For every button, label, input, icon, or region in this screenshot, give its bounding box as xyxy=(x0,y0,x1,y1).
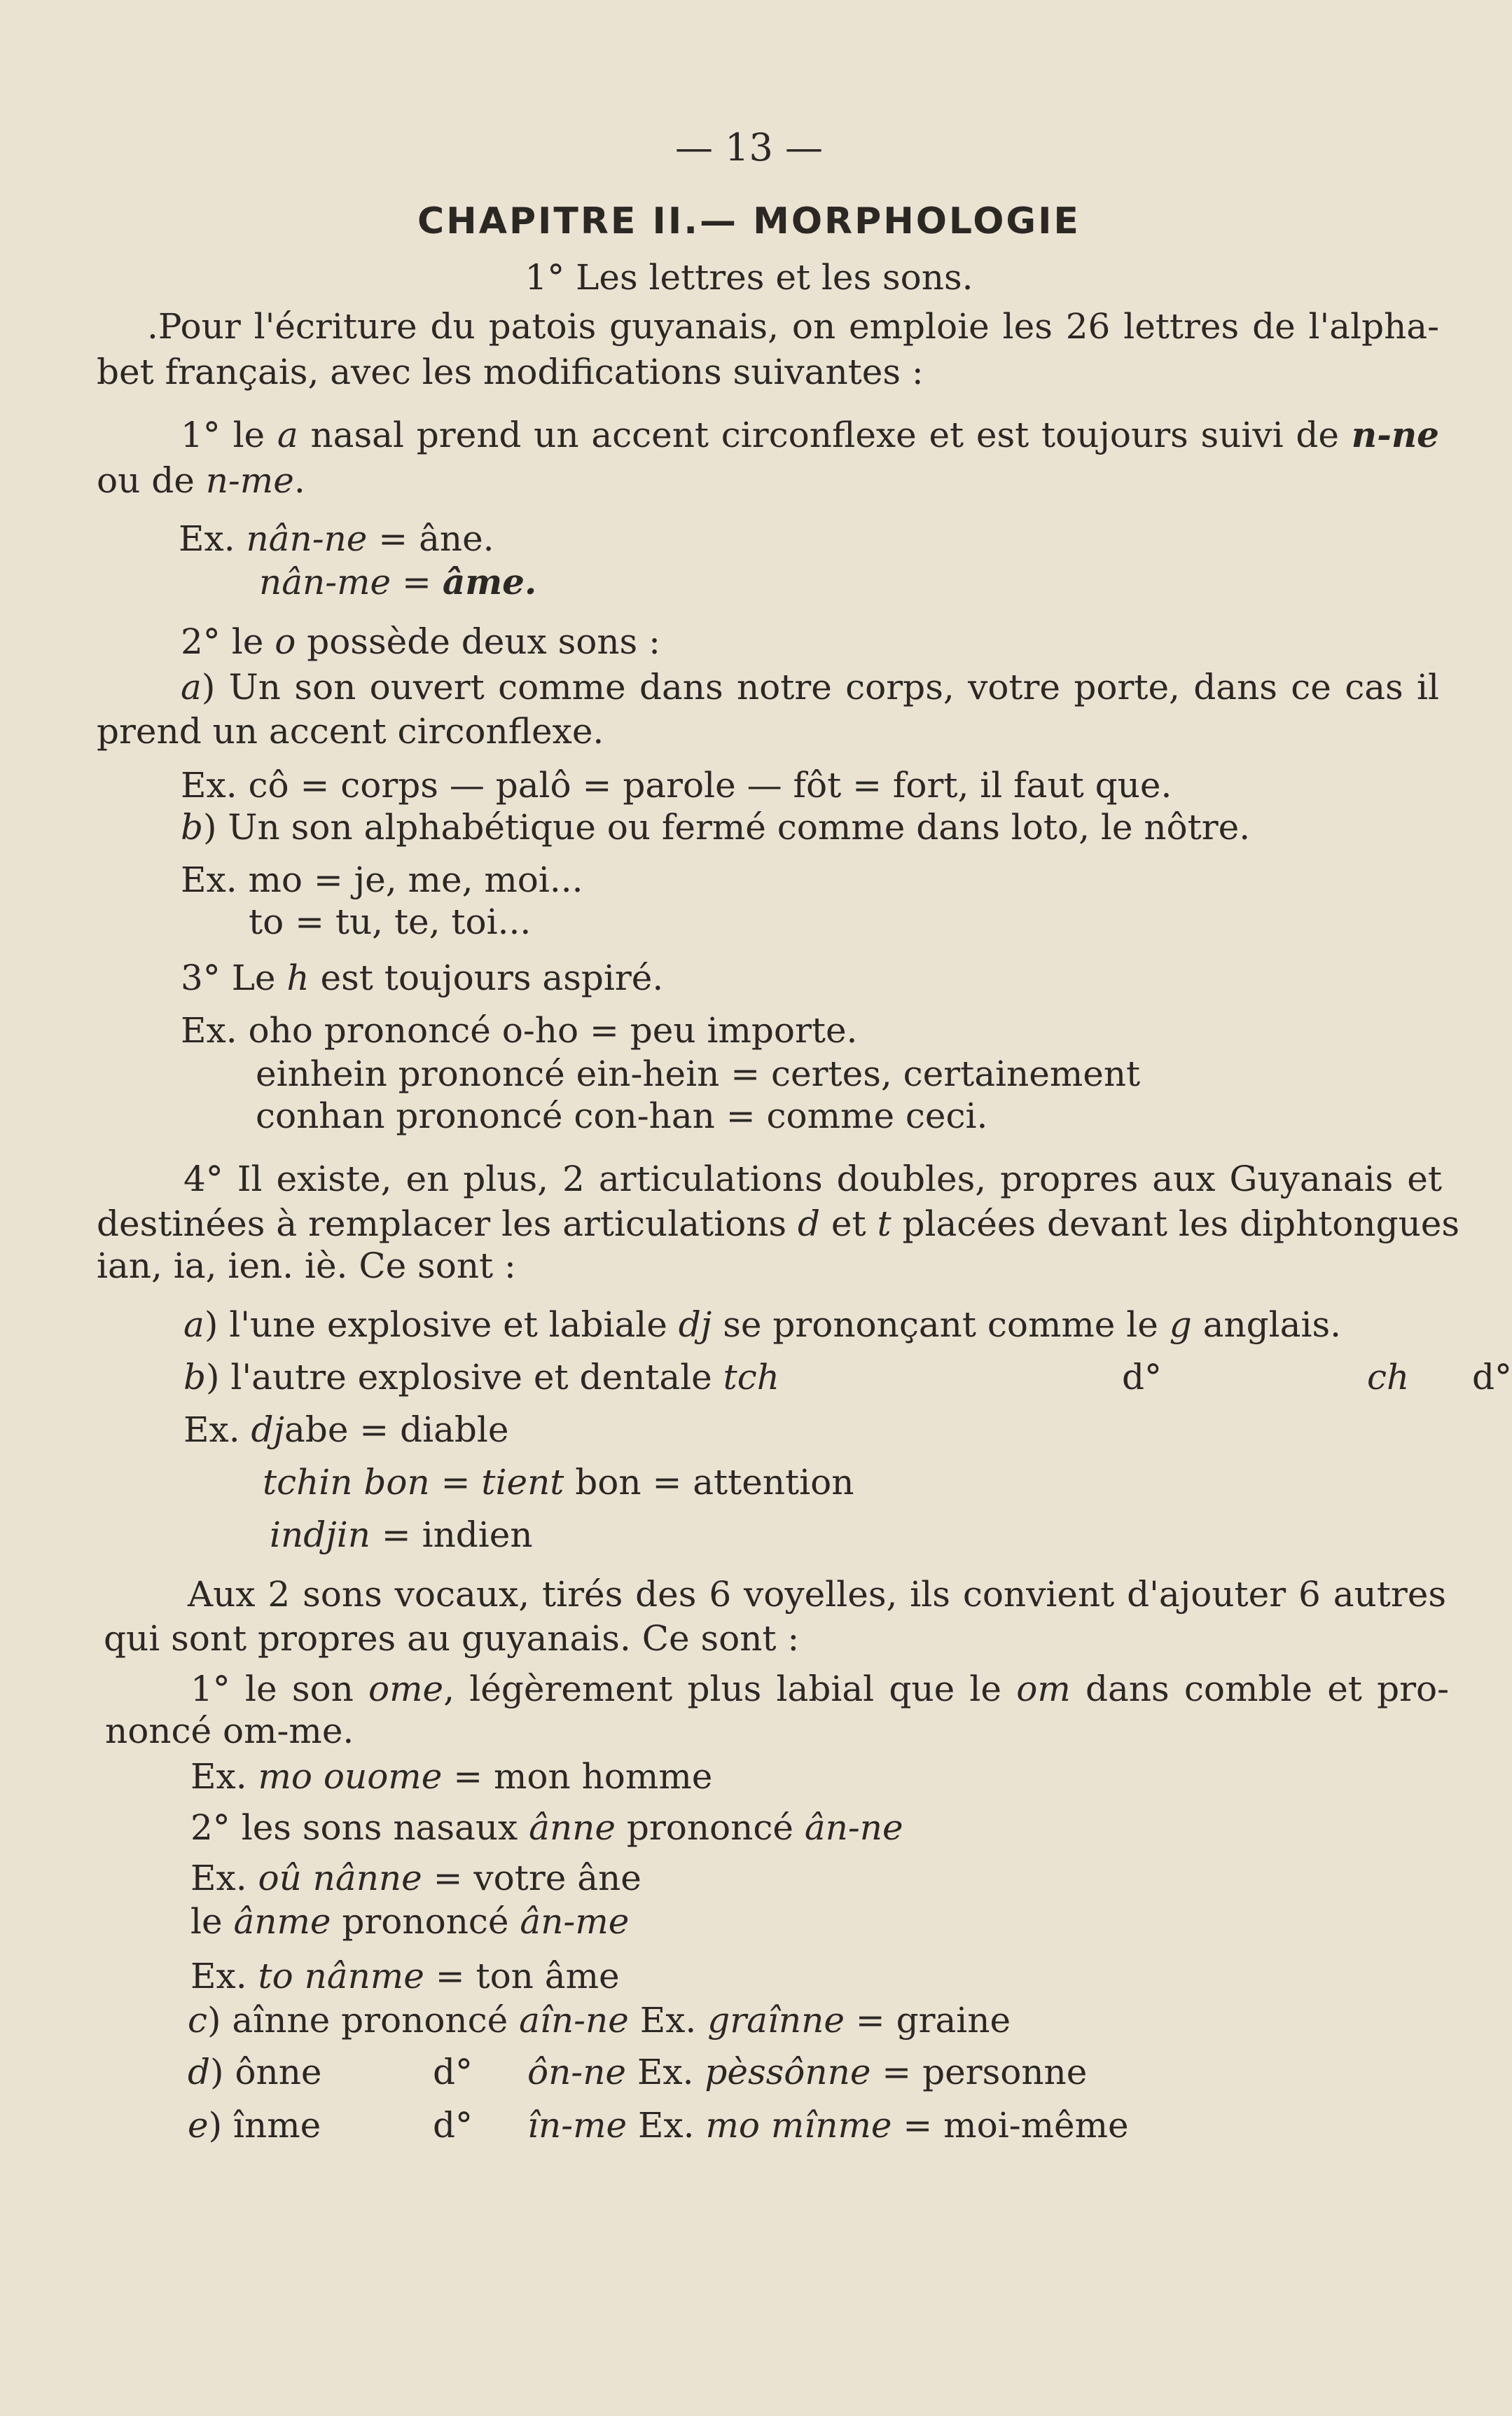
paragraph-line: .Pour l'écriture du patois guyanais, on emploie les 26 lettres de l'alpha- xyxy=(147,306,1439,347)
example-line: Ex. oho prononcé o-ho = peu importe. xyxy=(181,1010,858,1051)
sound-2-line-3: le ânme prononcé ân-me xyxy=(190,1901,630,1942)
example-line: indjin = indien xyxy=(270,1514,533,1555)
rule-4-line-2: destinées à remplacer les articulations d et t placées devant les diphtongues xyxy=(97,1203,1460,1244)
example-line: conhan prononcé con-han = comme ceci. xyxy=(256,1096,988,1136)
page-number: — 13 — xyxy=(674,125,824,170)
chapter-title: CHAPITRE II.— MORPHOLOGIE xyxy=(417,200,1081,242)
rule-4-line: 4° Il existe, en plus, 2 articulations doubles, propres aux Guyanais et xyxy=(183,1159,1442,1199)
paragraph-line: Aux 2 sons vocaux, tirés des 6 voyelles, ils convient d'ajouter 6 autres xyxy=(188,1574,1446,1615)
rule-1-line: 1° le a nasal prend un accent circonflexe et est toujours suivi de n-ne xyxy=(181,414,1439,455)
example-line: Ex. nân-ne = âne. xyxy=(179,518,494,559)
example-line: tchin bon = tient bon = attention xyxy=(263,1462,854,1503)
example-line: nân-me = âme. xyxy=(259,561,537,602)
example-line: einhein prononcé ein-hein = certes, certainement xyxy=(256,1054,1141,1094)
example-line: Ex. cô = corps — palô = parole — fôt = fort, il faut que. xyxy=(181,765,1172,806)
example-line: Ex. oû nânne = votre âne xyxy=(190,1858,641,1898)
paragraph-line: bet français, avec les modifications suivantes : xyxy=(97,352,924,392)
paragraph-line: qui sont propres au guyanais. Ce sont : xyxy=(104,1618,800,1659)
sound-2-line: 2° les sons nasaux ânne prononcé ân-ne xyxy=(190,1807,903,1848)
sound-1-line-2: noncé om-me. xyxy=(105,1711,354,1751)
rule-4b-line: b) l'autre explosive et dentale tch d° ch d° xyxy=(183,1357,1512,1397)
rule-2a-line-2: prend un accent circonflexe. xyxy=(97,711,604,752)
example-line: to = tu, te, toi... xyxy=(249,902,532,942)
sound-1-line: 1° le son ome, légèrement plus labial que le om dans comble et pro- xyxy=(190,1669,1450,1709)
rule-1-line-2: ou de n-me. xyxy=(97,460,305,501)
example-line: Ex. mo ouome = mon homme xyxy=(190,1756,713,1797)
rule-3-line: 3° Le h est toujours aspiré. xyxy=(181,958,664,998)
sound-d-line: d) ônne d° ôn-ne Ex. pèssônne = personne xyxy=(188,2052,1088,2092)
rule-2a-line: a) Un son ouvert comme dans notre corps, votre porte, dans ce cas il xyxy=(181,667,1439,707)
rule-2b-line: b) Un son alphabétique ou fermé comme dans loto, le nôtre. xyxy=(181,807,1251,848)
example-line: Ex. djabe = diable xyxy=(183,1409,509,1450)
rule-4a-line: a) l'une explosive et labiale dj se prononçant comme le g anglais. xyxy=(183,1304,1342,1345)
sound-e-line: e) înme d° în-me Ex. mo mînme = moi-même xyxy=(188,2105,1129,2146)
example-line: Ex. to nânme = ton âme xyxy=(190,1956,620,1996)
example-line: Ex. mo = je, me, moi... xyxy=(181,860,583,900)
section-title: 1° Les lettres et les sons. xyxy=(525,257,973,298)
rule-2-line: 2° le o possède deux sons : xyxy=(181,621,660,662)
rule-4-line-3: ian, ia, ien. iè. Ce sont : xyxy=(97,1245,516,1286)
sound-c-line: c) aînne prononcé aîn-ne Ex. graînne = graine xyxy=(188,2000,1011,2041)
